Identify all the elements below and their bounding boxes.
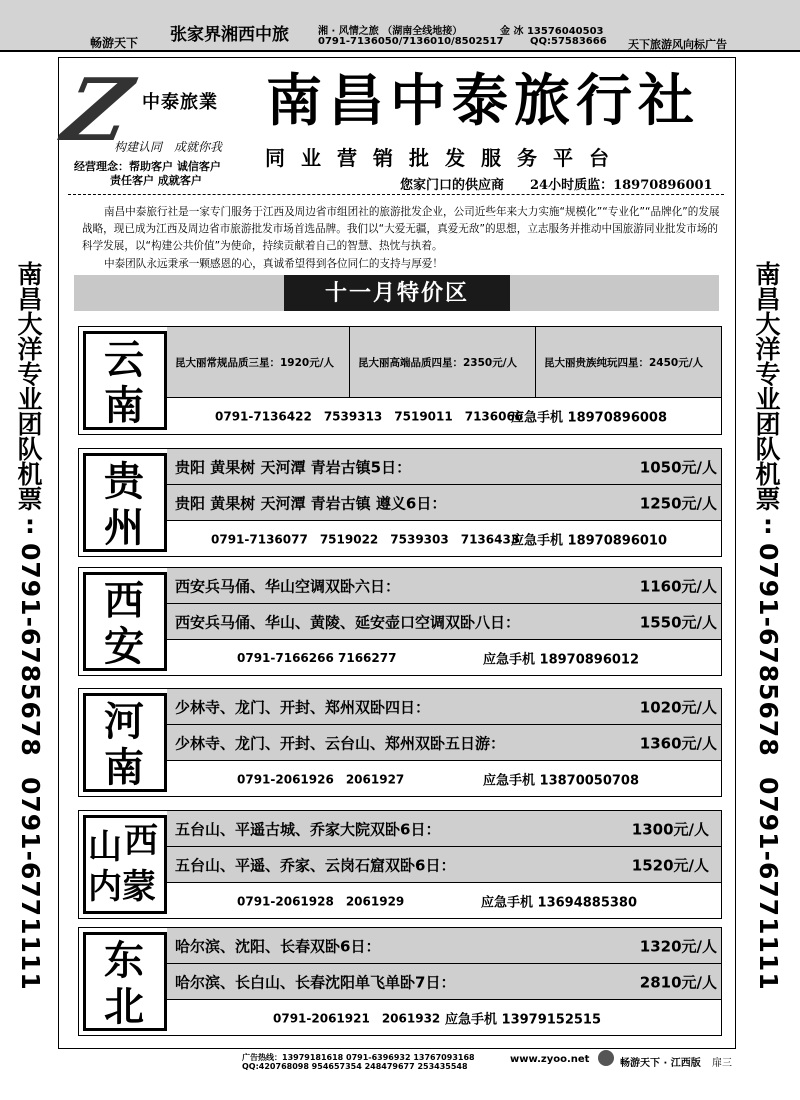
contact-row	[167, 640, 721, 675]
price-cell	[167, 327, 350, 398]
top-slogan-right: 天下旅游风向标广告	[628, 38, 727, 51]
page-title: 南昌中泰旅行社	[266, 68, 700, 134]
route-price: 1160元/人	[639, 577, 717, 595]
side-char: 团	[755, 410, 781, 439]
route-name: 五台山、平遥、乔家、云岗石窟双卧6日：	[175, 856, 456, 874]
region-label-box	[83, 932, 167, 1031]
philosophy-line-1: 经营理念：帮助客户 诚信客户	[74, 160, 221, 173]
region-char: 西	[104, 577, 144, 624]
left-side-phone-1: 0791-6785678	[16, 543, 45, 757]
z-logo-mark: Z	[55, 60, 140, 161]
contact-row	[167, 521, 721, 556]
contact-phones: 0791-2061928 2061929	[237, 894, 405, 908]
route-name: 贵阳 黄果树 天河潭 青岩古镇 遵义6日：	[175, 494, 447, 512]
contact-phones: 0791-2061921 2061932	[273, 1011, 441, 1025]
section-henan	[78, 688, 722, 797]
side-char: 业	[17, 385, 43, 414]
route-name: 少林寺、龙门、开封、云台山、郑州双卧五日游：	[175, 734, 506, 752]
region-char: 州	[104, 504, 144, 551]
side-char: :	[25, 510, 35, 539]
philosophy-line-2: 责任客户 成就客户	[110, 174, 202, 187]
side-char: 队	[17, 435, 43, 464]
route-name: 哈尔滨、沈阳、长春双卧6日：	[175, 937, 381, 955]
contact-row	[167, 883, 721, 918]
side-char: 专	[755, 360, 781, 389]
side-char: 昌	[17, 285, 43, 314]
region-char: 安	[104, 623, 144, 670]
header-divider	[68, 194, 724, 195]
route-row	[167, 847, 721, 883]
side-char: 票	[17, 485, 43, 514]
route-name: 贵阳 黄果树 天河潭 青岩古镇5日：	[175, 458, 412, 476]
route-name: 西安兵马俑、华山、黄陵、延安壶口空调双卧八日：	[175, 613, 521, 631]
intro-paragraph: 南昌中泰旅行社是一家专门服务于江西及周边省市组团社的旅游批发企业，公司近些年来大力实施“规模化”“专业化”“品牌化”的发展战略，现已成为江西及周边省市旅游批发市场首选品牌。我们以“大爱无疆，真爱无敌”的思想，立志服务并推动中国旅游同业批发市场的科学发展，以“构建公共价值”为使命，持续贡献着自己的智慧、热忱与执着。	[82, 206, 720, 252]
side-char: 大	[755, 310, 781, 339]
section-guizhou	[78, 448, 722, 557]
side-char: 业	[755, 385, 781, 414]
side-char: 队	[755, 435, 781, 464]
route-row	[167, 964, 721, 1000]
side-char: 南	[17, 260, 43, 289]
top-line1-a: 湘 · 风情之旅 （湖南全线地接）	[318, 26, 463, 37]
logo-brand-name: 中泰旅業	[142, 92, 218, 113]
section-xian	[78, 567, 722, 676]
special-offer-title: 十一月特价区	[284, 275, 510, 311]
contact-row	[167, 398, 721, 434]
intro-closing: 中泰团队永远秉承一颗感恩的心，真诚希望得到各位同仁的支持与厚爱！	[104, 258, 443, 270]
footer-brand: 畅游天下 · 江西版	[620, 1058, 701, 1069]
side-char: 昌	[755, 285, 781, 314]
top-slogan-left: 畅游天下	[90, 36, 139, 50]
route-row	[167, 725, 721, 761]
region-char: 东	[104, 937, 144, 984]
footer-brand-icon	[598, 1050, 614, 1066]
region-char: 内蒙	[88, 867, 156, 907]
top-line2-a: 0791-7136050/7136010/8502517	[318, 36, 504, 47]
route-price: 1360元/人	[639, 734, 717, 752]
side-char: 机	[755, 460, 781, 489]
emergency-phone: 应急手机 13694885380	[481, 895, 638, 910]
logo-slogan: 构建认同 成就你我	[114, 140, 223, 154]
side-char: :	[763, 510, 773, 539]
left-side-phone-2: 0791-6771111	[16, 776, 45, 991]
price-cell-text: 昆大丽常规品质三星：1920元/人	[175, 357, 335, 369]
region-char: 云	[104, 336, 144, 383]
route-name: 西安兵马俑、华山空调双卧六日：	[175, 577, 401, 595]
emergency-phone: 应急手机 18970896012	[483, 652, 640, 667]
route-row	[167, 449, 721, 485]
company-logo	[55, 60, 262, 161]
contact-phones: 0791-7136422 7539313 7519011 7136066	[215, 409, 524, 424]
top-line2-b: QQ:57583666	[530, 36, 607, 47]
footer-page-number: 扉三	[712, 1058, 732, 1069]
route-name: 哈尔滨、长白山、长春沈阳单飞单卧7日：	[175, 973, 456, 991]
footer-ad-line-2: QQ:420768098 954657354 248479677 253435548	[242, 1062, 468, 1071]
emergency-phone: 应急手机 13979152515	[445, 1012, 602, 1027]
region-label-box	[83, 693, 167, 792]
top-brand: 张家界湘西中旅	[170, 25, 289, 45]
page-subtitle: 同业营销批发服务平台	[265, 146, 625, 170]
region-char: 南	[104, 382, 144, 429]
region-char: 西	[124, 821, 158, 861]
region-char: 山	[88, 827, 122, 867]
top-ad-bar	[0, 0, 800, 52]
contact-phones: 0791-2061926 2061927	[237, 772, 405, 786]
route-row	[167, 928, 721, 964]
route-name: 五台山、平遥古城、乔家大院双卧6日：	[175, 820, 441, 838]
section-yunnan	[78, 326, 722, 435]
footer-ad-line-1: 广告热线：13979181618 0791-6396932 13767093168	[242, 1053, 475, 1062]
top-line1-b: 金 冰 13576040503	[500, 26, 604, 37]
route-price: 1520元/人	[631, 856, 709, 874]
side-char: 洋	[17, 335, 43, 364]
route-price: 1050元/人	[639, 458, 717, 476]
right-side-ad	[748, 262, 788, 990]
footer-website[interactable]: www.zyoo.net	[510, 1054, 590, 1065]
contact-phones: 0791-7166266 7166277	[237, 650, 397, 665]
side-char: 专	[17, 360, 43, 389]
route-name: 少林寺、龙门、开封、郑州双卧四日：	[175, 698, 431, 716]
route-row	[167, 485, 721, 521]
region-char: 贵	[104, 458, 144, 505]
region-char: 河	[104, 698, 144, 745]
route-price: 1320元/人	[639, 937, 717, 955]
side-char: 南	[755, 260, 781, 289]
side-char: 团	[17, 410, 43, 439]
price-cell	[350, 327, 536, 398]
side-char: 大	[17, 310, 43, 339]
right-side-phone-1: 0791-6785678	[754, 543, 783, 757]
side-char: 票	[755, 485, 781, 514]
route-price: 1300元/人	[631, 820, 709, 838]
route-row	[167, 568, 721, 604]
route-row	[167, 689, 721, 725]
side-char: 洋	[755, 335, 781, 364]
region-label-box	[83, 572, 167, 671]
contact-phones: 0791-7136077 7519022 7539303 7136433	[211, 532, 520, 546]
right-side-phone-2: 0791-6771111	[754, 776, 783, 991]
supplier-hotline: 您家门口的供应商 24小时质监：18970896001	[400, 178, 713, 193]
region-char: 南	[104, 744, 144, 791]
left-side-ad	[10, 262, 50, 990]
region-char: 北	[104, 983, 144, 1030]
region-label-box	[83, 331, 167, 430]
route-row	[167, 604, 721, 640]
side-char: 机	[17, 460, 43, 489]
route-price: 1550元/人	[639, 613, 717, 631]
section-dongbei	[78, 927, 722, 1036]
contact-row	[167, 761, 721, 796]
section-shanxi-neimeng	[78, 810, 722, 919]
price-cell-text: 昆大丽贵族纯玩四星：2450元/人	[544, 357, 704, 369]
region-label-box	[83, 453, 167, 552]
route-price: 1250元/人	[639, 494, 717, 512]
route-price: 2810元/人	[639, 973, 717, 991]
emergency-phone: 应急手机 18970896008	[511, 410, 668, 426]
contact-row	[167, 1000, 721, 1035]
route-row	[167, 811, 721, 847]
emergency-phone: 应急手机 18970896010	[511, 533, 668, 548]
emergency-phone: 应急手机 13870050708	[483, 773, 640, 788]
region-label-box	[83, 815, 167, 914]
price-cell	[536, 327, 721, 398]
route-price: 1020元/人	[639, 698, 717, 716]
price-cell-text: 昆大丽高端品质四星：2350元/人	[358, 357, 518, 369]
